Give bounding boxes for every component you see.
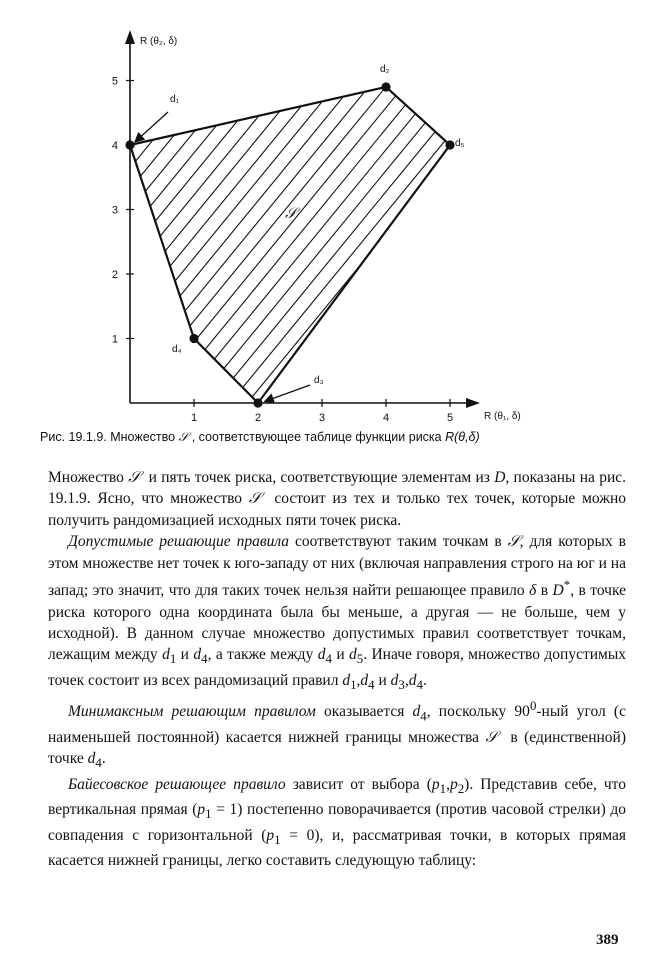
paragraph-3: Минимаксным решающим правилом оказывается $d_4$, поскольку $90^0$-ный угол (с наименьшей постоянной) касается нижней границы множества 𝒮 в (единственной) точке $d_4$.: [48, 698, 626, 771]
x-tick-label: 3: [318, 412, 326, 424]
x-tick-label: 5: [446, 412, 454, 424]
y-axis-title: R (θ₂, δ): [140, 36, 178, 47]
hatch-line: [80, 0, 520, 376]
hatch-line: [80, 217, 520, 430]
risk-point-label-d1: d₁: [170, 94, 179, 105]
hatch-line: [80, 0, 520, 418]
hatch-line: [80, 0, 520, 430]
region-label: 𝒮: [285, 205, 297, 222]
hatch-line: [80, 0, 520, 208]
hatch-line: [80, 0, 520, 355]
hatch-line: [80, 0, 520, 145]
y-axis-arrow: [125, 30, 135, 44]
risk-point-label-d2: d₂: [380, 64, 390, 75]
hatch-line: [80, 238, 520, 430]
hatch-line: [80, 133, 520, 430]
caption-prefix: Рис. 19.1.9. Множество: [40, 430, 179, 444]
risk-point-label-d5: d₅: [455, 138, 465, 149]
hatch-line: [80, 28, 520, 430]
risk-point-d1: [125, 140, 134, 149]
y-tick-label: 2: [111, 269, 118, 281]
y-tick-label: 1: [111, 333, 118, 346]
risk-point-label-d4: d₄: [172, 344, 182, 355]
caption-set-symbol: 𝒮: [178, 430, 189, 444]
caption-suffix: , соответствующее таблице функции риска: [188, 430, 446, 444]
risk-point-d5: [445, 140, 454, 149]
hatch-line: [80, 301, 520, 430]
y-tick-label: 5: [111, 75, 118, 88]
risk-point-d3: [253, 398, 262, 407]
hatch-line: [80, 343, 520, 430]
hatch-line: [80, 7, 520, 430]
risk-point-label-d3: d₃: [314, 375, 324, 386]
hatch-line: [80, 0, 520, 430]
hatched-region: [80, 0, 520, 430]
x-tick-label: 1: [190, 412, 198, 424]
figure-caption: [40, 430, 640, 445]
paragraph-4: Байесовское решающее правило зависит от выбора $(p_1,p_2)$. Представив себе, что вертикальная прямая $(p_1 = 1)$ постепенно поворачивается (против часовой стрелки) до совпадения с горизонтальной $(p_1 = 0)$, и, рассматривая точки, в которых прямая касается нижней границы, легко составить следующую таблицу:: [48, 775, 626, 870]
hatch-line: [80, 364, 520, 430]
page-number: 389: [596, 932, 619, 948]
risk-point-d2: [381, 82, 390, 91]
risk-set-figure: [0, 0, 650, 430]
hatch-line: [80, 406, 520, 430]
x-axis-arrow: [466, 398, 480, 408]
hatch-line: [80, 385, 520, 430]
risk-point-d4: [189, 334, 198, 343]
x-tick-label: 4: [382, 412, 390, 424]
hatch-line: [80, 112, 520, 430]
d3-pointer-arrow: [266, 385, 310, 401]
hatch-line: [80, 0, 520, 61]
hatch-line: [80, 0, 520, 430]
hatch-line: [80, 0, 520, 187]
hatch-line: [80, 259, 520, 430]
paragraph-1: Множество 𝒮 и пять точек риска, соответствующие элементам из D, показаны на рис. 19.1.9. Ясно, что множество 𝒮 состоит из тех и только тех точек, которые можно получить рандомизацией исходных пяти точек риска.: [48, 469, 626, 529]
y-tick-label: 4: [111, 140, 118, 152]
x-tick-label: 2: [254, 412, 262, 424]
hatch-line: [80, 0, 520, 397]
caption-function: R(θ,δ): [445, 430, 480, 444]
hatch-line: [80, 0, 520, 334]
paragraph-2: Допустимые решающие правила соответствуют таким точкам в 𝒮, для которых в этом множестве нет точек к юго-западу от них (включая направления строго на юг и на запад; это значит, что для таких точек нельзя найти решающее правило δ в D*, в точке риска которого одна координата была бы меньше, а другая — не больше, чем у исходной). В данном случае множество допустимых правил соответствует точкам, лежащим между $d_1$ и $d_4$, а также между $d_4$ и $d_5$. Иначе говоря, множество допустимых точек состоит из всех рандомизаций правил $d_1,d_4$ и $d_3,d_4$.: [48, 533, 627, 692]
x-axis-title: R (θ₁, δ): [484, 411, 521, 422]
y-tick-label: 3: [111, 204, 118, 217]
hatch-line: [80, 0, 520, 430]
hatch-line: [80, 280, 520, 430]
hatch-line: [80, 0, 520, 430]
body-text: [48, 467, 626, 872]
hatch-line: [80, 70, 520, 430]
hatch-line: [80, 196, 520, 430]
hatch-line: [80, 0, 520, 103]
